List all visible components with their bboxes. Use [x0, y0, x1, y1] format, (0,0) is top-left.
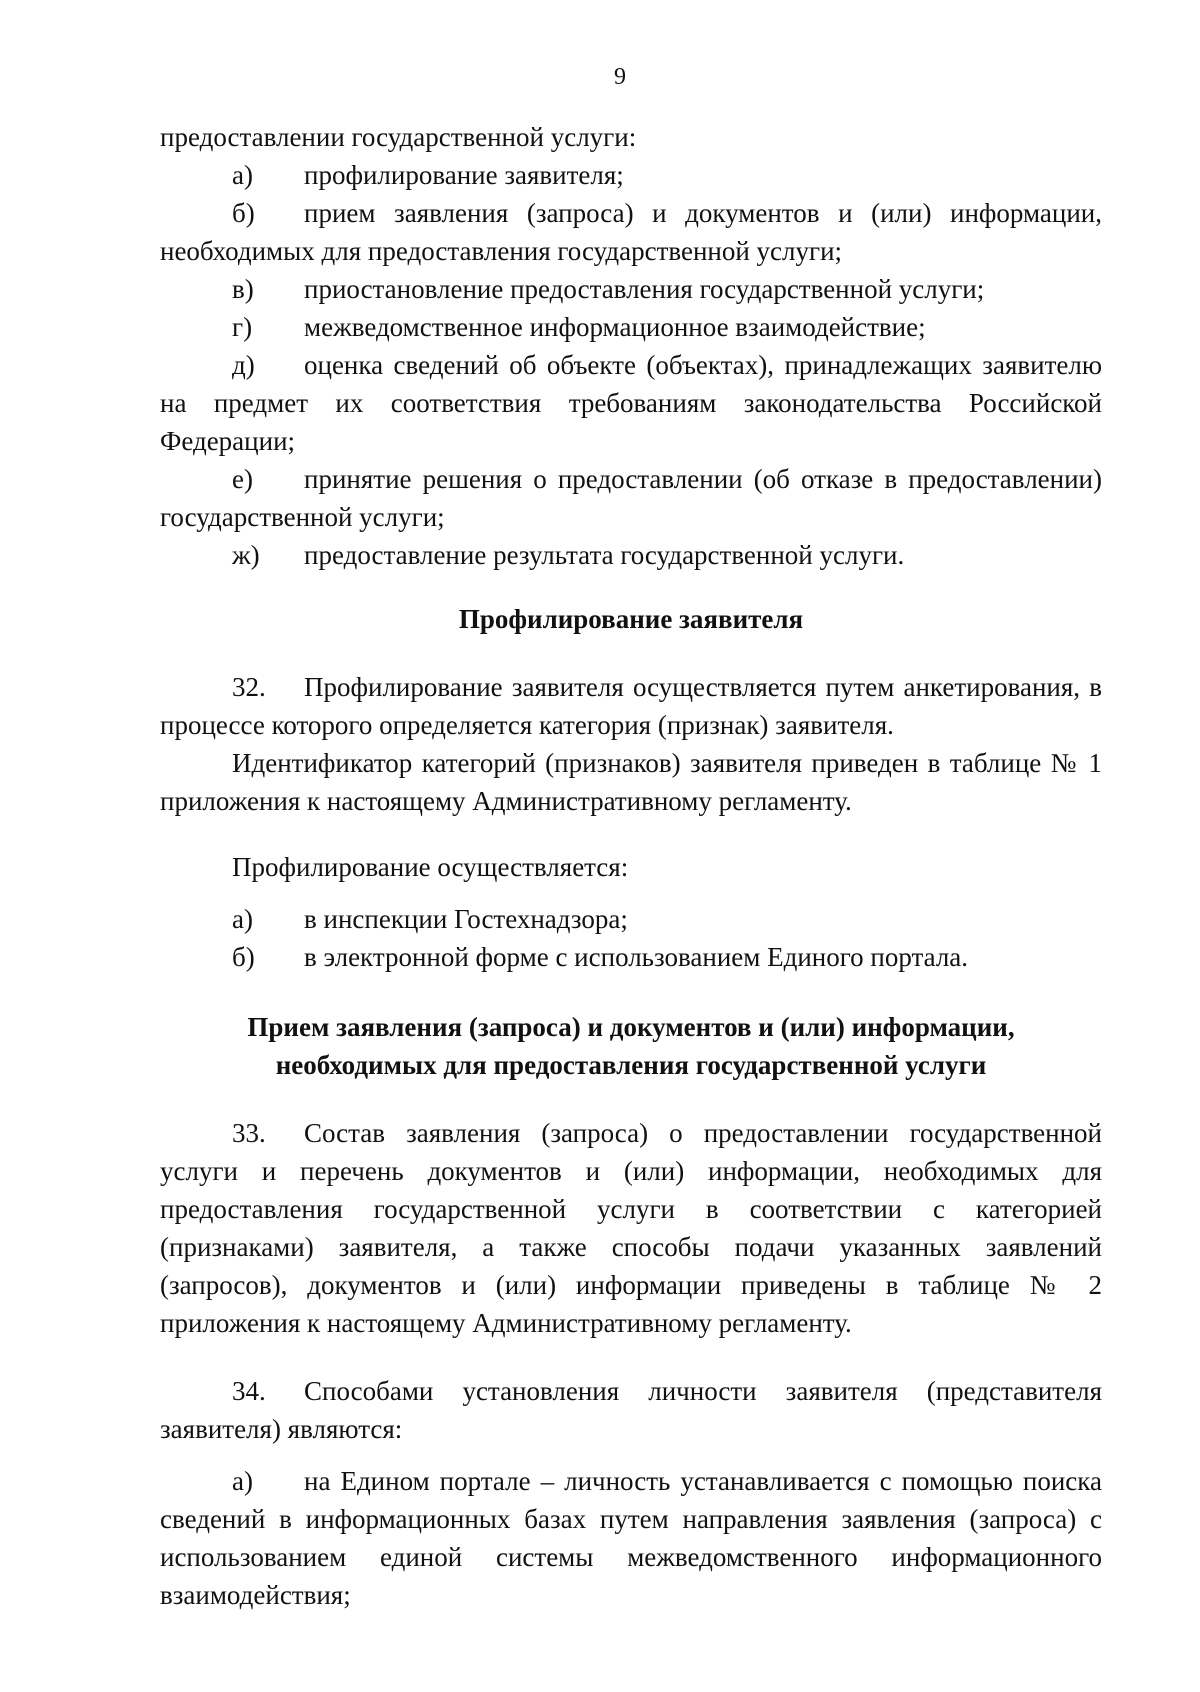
paragraph-33: [160, 1114, 1102, 1342]
paragraph-text: Состав заявления (запроса) о предоставлении государственной услуги и перечень документов и (или) информации, необходимых для предоставления государственной услуги в соответствии с категорией (признаками) заявителя, а также способы подачи указанных заявлений (запросов), документов и (или) информации приведены в таблице № 2 приложения к настоящему Административному регламенту.: [160, 1118, 1102, 1338]
paragraph-number: 34.: [232, 1376, 266, 1406]
intro-line: предоставлении государственной услуги:: [160, 122, 637, 152]
list-marker: а): [232, 1466, 253, 1496]
section-heading-2: [160, 1008, 1102, 1084]
paragraph-text: Способами установления личности заявителя (представителя заявителя) являются:: [160, 1376, 1102, 1444]
list-item: [160, 938, 1102, 976]
list-item: [160, 346, 1102, 460]
list-item-text: профилирование заявителя;: [304, 160, 624, 190]
list-marker: ж): [232, 540, 260, 570]
list-item-text: на Едином портале – личность устанавливается с помощью поиска сведений в информационных базах путем направления заявления (запроса) с использованием единой системы межведомственного информационного взаимодействия;: [160, 1466, 1102, 1610]
list-item-text: в инспекции Гостехнадзора;: [304, 904, 628, 934]
list-item-text: принятие решения о предоставлении (об отказе в предоставлении) государственной услуги;: [160, 464, 1102, 532]
paragraph-identifier: Идентификатор категорий (признаков) заявителя приведен в таблице № 1 приложения к настоящему Административному регламенту.: [160, 748, 1102, 816]
list-item-text: в электронной форме с использованием Единого портала.: [304, 942, 969, 972]
profiling-intro: Профилирование осуществляется:: [232, 852, 629, 882]
list-marker: г): [232, 312, 253, 342]
list-item: [160, 156, 1102, 194]
section-heading-line: Прием заявления (запроса) и документов и (или) информации,: [247, 1012, 1015, 1042]
list-item-text: оценка сведений об объекте (объектах), принадлежащих заявителю на предмет их соответствия требованиям законодательства Российской Федерации;: [160, 350, 1102, 456]
paragraph-32: [160, 668, 1102, 744]
list-item: [160, 900, 1102, 938]
list-marker: д): [232, 350, 255, 380]
paragraph-number: 33.: [232, 1118, 266, 1148]
list-item: [160, 460, 1102, 536]
list-item: [160, 308, 1102, 346]
list-marker: б): [232, 942, 255, 972]
list-item-text: приостановление предоставления государственной услуги;: [304, 274, 985, 304]
list-item-text: предоставление результата государственной услуги.: [304, 540, 905, 570]
paragraph-34: [160, 1372, 1102, 1448]
list-marker: б): [232, 198, 255, 228]
list-marker: а): [232, 904, 253, 934]
list-item-text: межведомственное информационное взаимодействие;: [304, 312, 926, 342]
list-item: [160, 536, 1102, 574]
paragraph-number: 32.: [232, 672, 266, 702]
list-item-text: прием заявления (запроса) и документов и (или) информации, необходимых для предоставления государственной услуги;: [160, 198, 1102, 266]
section-heading-line: необходимых для предоставления государственной услуги: [275, 1050, 987, 1080]
list-marker: в): [232, 274, 254, 304]
list-marker: е): [232, 464, 253, 494]
paragraph-text: Профилирование заявителя осуществляется путем анкетирования, в процессе которого определяется категория (признак) заявителя.: [160, 672, 1102, 740]
list-item: [160, 270, 1102, 308]
list-marker: а): [232, 160, 253, 190]
list-item: [160, 194, 1102, 270]
page-number: 9: [614, 64, 626, 90]
paragraph-34-a: [160, 1462, 1102, 1614]
section-heading: Профилирование заявителя: [458, 604, 804, 634]
document-body: [160, 118, 1102, 1614]
